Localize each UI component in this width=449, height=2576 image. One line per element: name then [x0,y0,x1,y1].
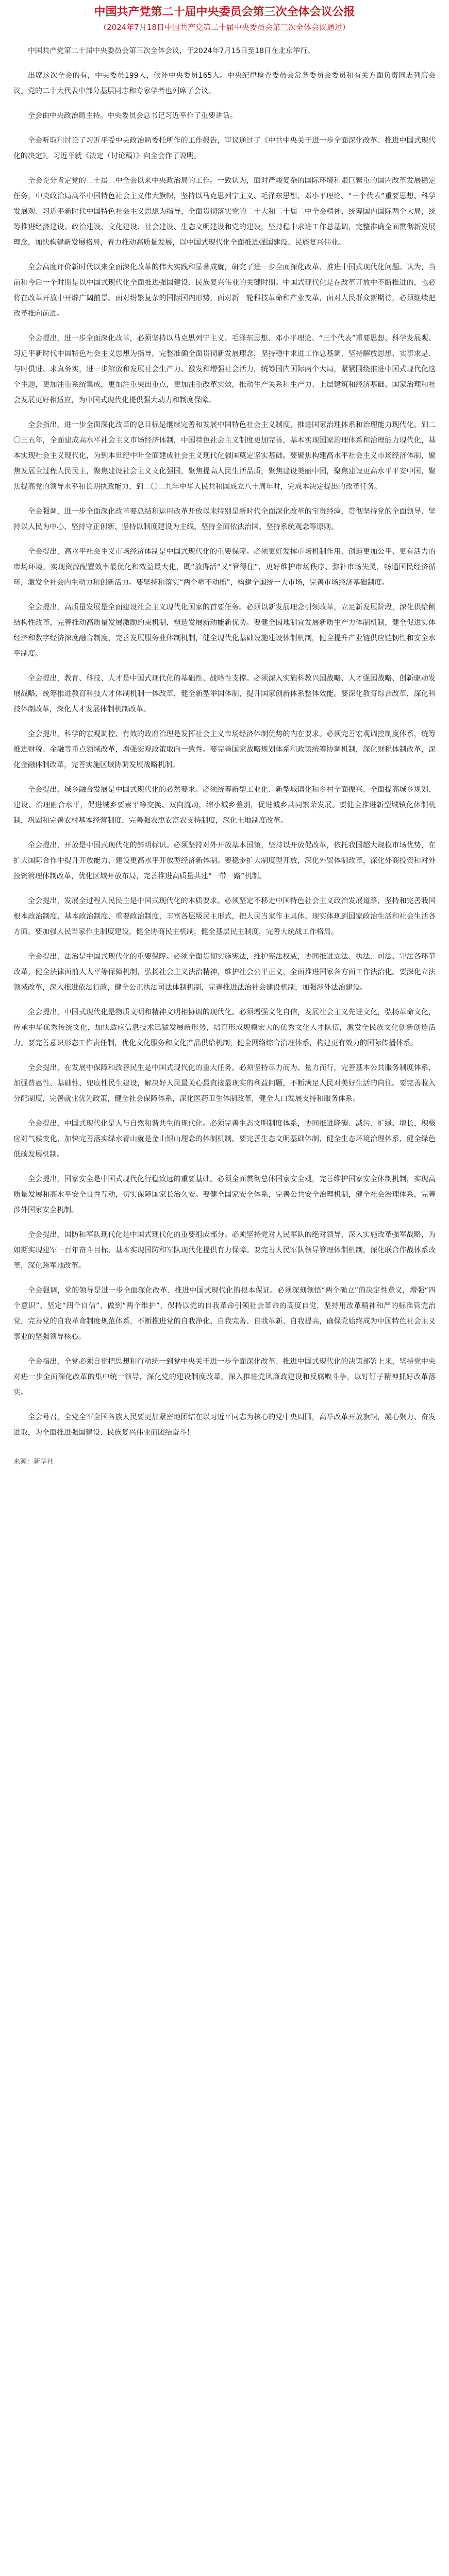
body-paragraph: 全会提出，国防和军队现代化是中国式现代化的重要组成部分。必须坚持党对人民军队的绝对领导，深入实施改革强军战略，为如期实现建军一百年奋斗目标、基本实现国防和军队现代化提供有力保障。要完善人民军队领导管理体制机制，深化联合作战体系改革，深化跨军地改革。 [13,1231,436,1270]
body-paragraph: 全会提出，中国式现代化是人与自然和谐共生的现代化。必须完善生态文明制度体系，协同推进降碳、减污、扩绿、增长，积极应对气候变化，加快完善落实绿水青山就是金山银山理念的体制机制。要完善生态文明基础体制，健全生态环境治理体系，健全绿色低碳发展机制。 [13,1120,436,1159]
body-paragraph: 全会由中央政治局主持。中央委员会总书记习近平作了重要讲话。 [28,112,237,120]
body-paragraph: 全会充分肯定党的二十届二中全会以来中央政治局的工作。一致认为，面对严峻复杂的国际环境和艰巨繁重的国内改革发展稳定任务，中央政治局高举中国特色社会主义伟大旗帜，坚持以马克思列宁主义、毛泽东思想、邓小平理论、“三个代表”重要思想、科学发展观、习近平新时代中国特色社会主义思想为指导，全面贯彻落实党的二十大和二十届二中全会精神，统筹国内国际两个大局，统筹推进经济建设、政治建设、文化建设、社会建设、生态文明建设和党的建设，坚持稳中求进工作总基调，完整准确全面贯彻新发展理念，加快构建新发展格局，着力推动高质量发展，以中国式现代化全面推进强国建设、民族复兴伟业。 [13,177,436,247]
body-paragraph: 全会提出，中国式现代化是物质文明和精神文明相协调的现代化。必须增强文化自信，发展社会主义先进文化，弘扬革命文化，传承中华优秀传统文化，加快适应信息技术迅猛发展新形势，培育形成规模宏大的优秀文化人才队伍，激发全民族文化创新创造活力。要完善意识形态工作责任制，优化文化服务和文化产品供给机制，健全网络综合治理体系，构建更有效力的国际传播体系。 [13,1008,436,1047]
body-paragraph: 全会提出，高质量发展是全面建设社会主义现代化国家的首要任务。必须以新发展理念引领改革，立足新发展阶段，深化供给侧结构性改革，完善推动高质量发展激励约束机制，塑造发展新动能新优势。要健全因地制宜发展新质生产力体制机制，健全促进实体经济和数字经济深度融合制度，完善发展服务业体制机制，健全现代化基础设施建设体制机制，健全提升产业链供应链韧性和安全水平制度。 [13,603,436,658]
body-paragraph: 出席这次全会的有，中央委员199人，候补中央委员165人。中央纪律检查委员会常务委员会委员和有关方面负责同志列席会议。党的二十大代表中部分基层同志和专家学者也列席了会议。 [13,72,436,95]
body-paragraph: 中国共产党第二十届中央委员会第三次全体会议，于2024年7月15日至18日在北京举行。 [28,47,315,55]
body-paragraph: 全会提出，发展全过程人民民主是中国式现代化的本质要求。必须坚定不移走中国特色社会主义政治发展道路，坚持和完善我国根本政治制度、基本政治制度、重要政治制度，丰富各层级民主形式，把人民当家作主具体、现实体现到国家政治生活和社会生活各方面。要加强人民当家作主制度建设，健全协商民主机制，健全基层民主制度，完善大统战工作格局。 [13,897,436,936]
body-paragraph: 全会指出，全党必须自觉把思想和行动统一到党中央关于进一步全面深化改革、推进中国式现代化的决策部署上来，坚持党中央对进一步全面深化改革的集中统一领导，深化党的建设制度改革，深入推进党风廉政建设和反腐败斗争，以钉钉子精神抓好改革落实。 [13,1358,436,1397]
body-paragraph: 全会听取和讨论了习近平受中央政治局委托所作的工作报告，审议通过了《中共中央关于进一步全面深化改革、推进中国式现代化的决定》。习近平就《决定（讨论稿）》向全会作了说明。 [13,137,436,160]
body-paragraph: 全会强调，进一步全面深化改革要总结和运用改革开放以来特别是新时代全面深化改革的宝贵经验，贯彻坚持党的全面领导、坚持以人民为中心、坚持守正创新、坚持以制度建设为主线、坚持全面依法治国、坚持系统观念等原则。 [13,507,436,531]
body-paragraph: 全会提出，开放是中国式现代化的鲜明标识。必须坚持对外开放基本国策，坚持以开放促改革，依托我国超大规模市场优势，在扩大国际合作中提升开放能力，建设更高水平开放型经济新体制。要稳步扩大制度型开放，深化外贸体制改革，深化外商投资和对外投资管理体制改革，优化区域开放布局，完善推进高质量共建“一带一路”机制。 [13,841,436,880]
body-paragraph: 全会提出，城乡融合发展是中国式现代化的必然要求。必须统筹新型工业化、新型城镇化和乡村全面振兴，全面提高城乡规划、建设、治理融合水平，促进城乡要素平等交换、双向流动，缩小城乡差别，促进城乡共同繁荣发展。要健全推进新型城镇化体制机制，巩固和完善农村基本经营制度，完善强农惠农富农支持制度，深化土地制度改革。 [13,786,436,825]
body-paragraph: 全会提出，教育、科技、人才是中国式现代化的基础性、战略性支撑。必须深入实施科教兴国战略、人才强国战略、创新驱动发展战略，统筹推进教育科技人才体制机制一体改革，健全新型举国体制，提升国家创新体系整体效能。要深化教育综合改革，深化科技体制改革，深化人才发展体制机制改革。 [13,674,436,714]
document-title: 中国共产党第二十届中央委员会第三次全体会议公报 [94,6,355,19]
body-paragraph: 全会提出，科学的宏观调控、有效的政府治理是发挥社会主义市场经济体制优势的内在要求。必须完善宏观调控制度体系，统筹推进财税、金融等重点领域改革，增强宏观政策取向一致性。要完善国家战略规划体系和政策统筹协调机制，深化财税体制改革，深化金融体制改革，完善实施区域协调发展战略机制。 [13,730,436,769]
body-paragraph: 全会提出，法治是中国式现代化的重要保障。必须全面贯彻实施宪法，维护宪法权威，协同推进立法、执法、司法、守法各环节改革，健全法律面前人人平等保障机制，弘扬社会主义法治精神，维护社会公平正义，全面推进国家各方面工作法治化。要深化立法领域改革，深入推进依法行政，健全公正执法司法体制机制，完善推进法治社会建设机制，加强涉外法治建设。 [13,953,436,992]
document-subtitle: （2024年7月18日中国共产党第二十届中央委员会第三次全体会议通过） [99,23,350,32]
body-paragraph: 全会提出，国家安全是中国式现代化行稳致远的重要基础。必须全面贯彻总体国家安全观，完善维护国家安全体制机制，实现高质量发展和高水平安全良性互动，切实保障国家长治久安。要健全国家安全体系，完善公共安全治理机制，健全社会治理体系，完善涉外国家安全机制。 [13,1175,436,1214]
body-paragraph: 全会提出，进一步全面深化改革，必须坚持以马克思列宁主义、毛泽东思想、邓小平理论、“三个代表”重要思想、科学发展观、习近平新时代中国特色社会主义思想为指导，完整准确全面贯彻新发展理念，坚持稳中求进工作总基调，坚持解放思想、实事求是、与时俱进、求真务实，进一步解放和发展社会生产力、激发和增强社会活力，统筹国内国际两个大局，紧紧围绕推进中国式现代化这个主题，更加注重系统集成，更加注重突出重点，更加注重改革实效，推动生产关系和生产力、上层建筑和经济基础、国家治理和社会发展更好相适应，为中国式现代化提供强大动力和制度保障。 [13,334,436,404]
body-paragraph: 全会提出，高水平社会主义市场经济体制是中国式现代化的重要保障。必须更好发挥市场机制作用，创造更加公平、更有活力的市场环境，实现资源配置效率最优化和效益最大化，既“放得活”又“管得住”，更好维护市场秩序、弥补市场失灵，畅通国民经济循环，激发全社会内生动力和创新活力。要坚持和落实“两个毫不动摇”，构建全国统一大市场，完善市场经济基础制度。 [13,548,436,587]
document-body [13,43,436,1440]
body-paragraph: 全会高度评价新时代以来全面深化改革的伟大实践和显著成就，研究了进一步全面深化改革、推进中国式现代化问题。认为，当前和今后一个时期是以中国式现代化全面推进强国建设、民族复兴伟业的关键时期。中国式现代化是在改革开放中不断推进的，也必将在改革开放中开辟广阔前景。面对纷繁复杂的国际国内形势，面对新一轮科技革命和产业变革，面对人民群众新期待，必须继续把改革推向前进。 [13,263,436,318]
body-paragraph: 全会指出，进一步全面深化改革的总目标是继续完善和发展中国特色社会主义制度，推进国家治理体系和治理能力现代化。到二〇三五年，全面建成高水平社会主义市场经济体制，中国特色社会主义制度更加完善，基本实现国家治理体系和治理能力现代化，基本实现社会主义现代化，为到本世纪中叶全面建成社会主义现代化强国奠定坚实基础。要聚焦构建高水平社会主义市场经济体制，聚焦发展全过程人民民主，聚焦建设社会主义文化强国，聚焦提高人民生活品质，聚焦建设美丽中国，聚焦建设更高水平平安中国，聚焦提高党的领导水平和长期执政能力，到二〇二九年中华人民共和国成立八十周年时，完成本决定提出的改革任务。 [13,421,436,491]
body-paragraph: 全会强调，党的领导是进一步全面深化改革、推进中国式现代化的根本保证。必须深刻领悟“两个确立”的决定性意义，增强“四个意识”、坚定“四个自信”、做到“两个维护”，保持以党的自我革命引领社会革命的高度自觉，坚持用改革精神和严的标准管党治党，完善党的自我革命制度规范体系，不断推进党的自我净化、自我完善、自我革新、自我提高，确保党始终成为中国特色社会主义事业的坚强领导核心。 [13,1286,436,1341]
body-paragraph: 全会号召，全党全军全国各族人民要更加紧密地团结在以习近平同志为核心的党中央周围，高举改革开放旗帜，凝心聚力、奋发进取，为全面推进强国建设、民族复兴伟业而团结奋斗！ [13,1413,436,1437]
body-paragraph: 全会提出，在发展中保障和改善民生是中国式现代化的重大任务。必须坚持尽力而为、量力而行，完善基本公共服务制度体系，加强普惠性、基础性、兜底性民生建设，解决好人民最关心最直接最现实的利益问题，不断满足人民对美好生活的向往。要完善收入分配制度，完善就业优先政策，健全社会保障体系，深化医药卫生体制改革，健全人口发展支持和服务体系。 [13,1064,436,1103]
source-line: 来源：新华社 [13,1458,54,1466]
